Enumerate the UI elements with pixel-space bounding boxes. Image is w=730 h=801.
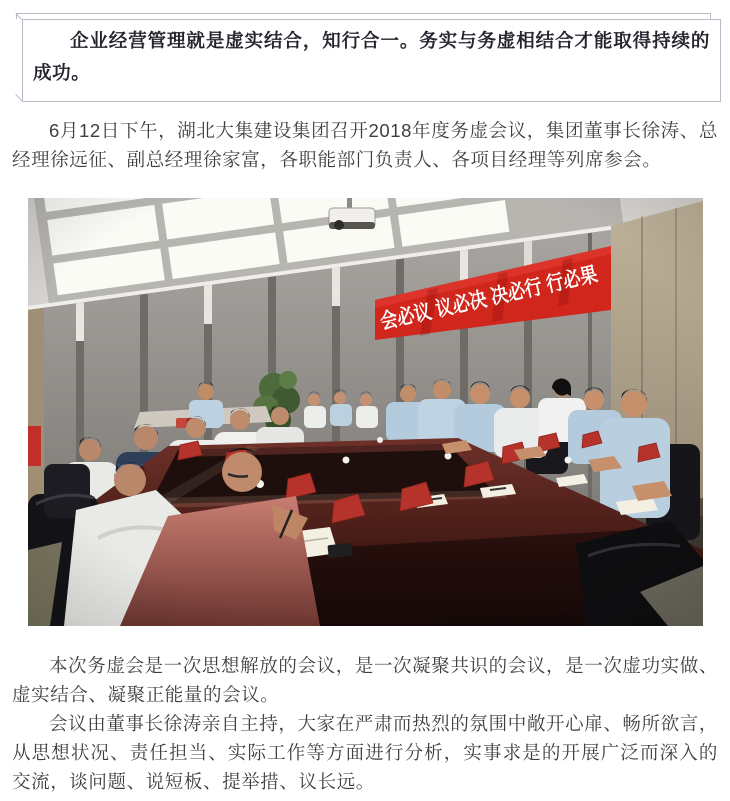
- paragraph-detail: 会议由董事长徐涛亲自主持，大家在严肃而热烈的氛围中敞开心扉、畅所欲言，从思想状况、责任担当、实际工作等方面进行分析，实事求是的开展广泛而深入的交流，谈问题、说短板、提举措、议长远。: [12, 713, 718, 792]
- paragraph-intro: 6月12日下午，湖北大集建设集团召开2018年度务虚会议，集团董事长徐涛、总经理徐远征、副总经理徐家富，各职能部门负责人、各项目经理等列席参会。: [12, 120, 718, 170]
- quote-text: 企业经营管理就是虚实结合，知行合一。务实与务虚相结合才能取得持续的成功。: [33, 30, 710, 83]
- photo-vignette: [28, 198, 703, 626]
- meeting-photo-illustration: [28, 198, 703, 626]
- meeting-photo[interactable]: [28, 198, 703, 626]
- article-page: [0, 19, 730, 796]
- quote-box-corner: [15, 94, 23, 102]
- article-body-lower: [0, 651, 730, 796]
- article-body: [0, 116, 730, 174]
- quote-box-corner: [15, 13, 23, 21]
- paragraph-summary: 本次务虚会是一次思想解放的会议，是一次凝聚共识的会议，是一次虚功实做、虚实结合、凝聚正能量的会议。: [12, 655, 718, 705]
- quote-box: [22, 19, 721, 102]
